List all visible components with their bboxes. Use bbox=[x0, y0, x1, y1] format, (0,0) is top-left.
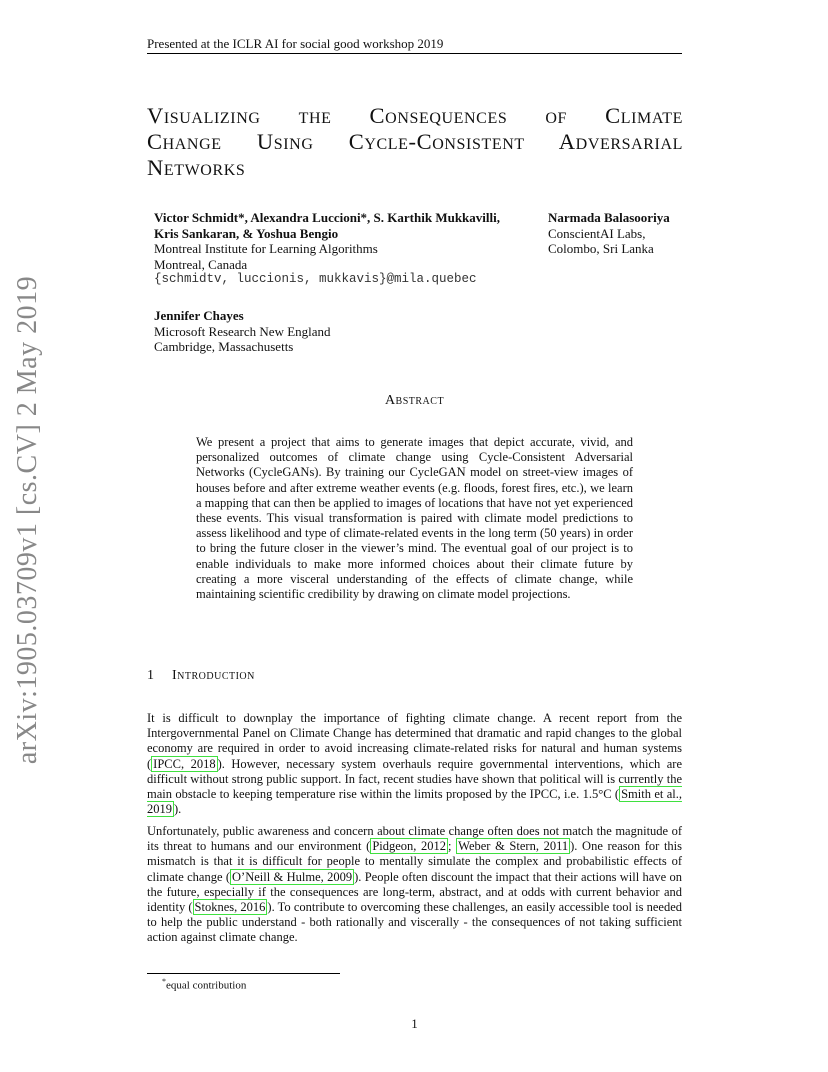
paper-title bbox=[147, 103, 683, 181]
running-header: Presented at the ICLR AI for social good workshop 2019 bbox=[147, 36, 444, 51]
section-number: 1 bbox=[147, 668, 155, 683]
footnote-text: equal contribution bbox=[166, 979, 247, 992]
header-rule bbox=[147, 53, 682, 54]
author-block-3 bbox=[154, 308, 534, 355]
city: Colombo, Sri Lanka bbox=[548, 241, 654, 256]
author-names: Kris Sankaran, & Yoshua Bengio bbox=[154, 225, 339, 241]
text-run: It is difficult to downplay the importance of fighting climate change. A recent report from the Intergovernmental Panel on Climate Change has determined that dramatic and rapid changes to the global economy are required in order to avoid increasing climate-related risks for natural and human systems ( bbox=[147, 711, 682, 771]
text-run: ). However, necessary system overhauls require governmental interventions, which are difficult without strong public support. In fact, recent studies have shown that political will is currently the main obstacle to keeping temperature rise within the limits proposed by the IPCC, i.e. 1.5°C ( bbox=[147, 756, 682, 802]
footnote-rule bbox=[147, 973, 340, 974]
title-line: Networks bbox=[147, 155, 246, 180]
text-run: ). To contribute to overcoming these challenges, an easily accessible tool is needed to help the public understand - both rationally and viscerally - the consequences of not taking sufficient action against climate change. bbox=[147, 900, 682, 945]
arxiv-stamp bbox=[8, 275, 48, 765]
author-name: Narmada Balasooriya bbox=[548, 210, 670, 225]
citation-link[interactable]: Weber & Stern, 2011 bbox=[458, 839, 569, 854]
email-list: {schmidtv, luccionis, mukkavis}@mila.quebec bbox=[154, 272, 477, 286]
text-run: ). bbox=[174, 802, 182, 817]
page-number: 1 bbox=[411, 1016, 418, 1031]
author-block-2 bbox=[548, 210, 688, 257]
footnote bbox=[162, 977, 246, 992]
city: Cambridge, Massachusetts bbox=[154, 339, 294, 354]
institution: Montreal Institute for Learning Algorithms bbox=[154, 241, 378, 256]
text-run: Unfortunately, public awareness and concern about climate change often does not match the magnitude of its threat to humans and our environment ( bbox=[147, 824, 682, 854]
organization: ConscientAI Labs, bbox=[548, 225, 646, 241]
title-line: Visualizing the Consequences of Climate bbox=[147, 103, 683, 128]
citation-link[interactable]: IPCC, 2018 bbox=[153, 756, 216, 771]
citation-link[interactable]: Stoknes, 2016 bbox=[194, 900, 266, 915]
abstract-text: We present a project that aims to generate images that depict accurate, vivid, and personalized outcomes of climate change using Cycle-Consistent Adversarial Networks (CycleGANs). By training our CycleGAN model on street-view images of houses before and after extreme weather events (e.g. floods, forest fires, etc.), we learn a mapping that can then be applied to images of locations that have not yet experienced these events. This visual transformation is paired with climate model predictions to assess likelihood and type of climate-related events in the long term (50 years) in order to bring the future closer in the viewer’s mind. The eventual goal of our project is to enable individuals to make more informed choices about their climate future by creating a more visceral understanding of the effects of climate change, while maintaining scientific credibility by drawing on climate model projections. bbox=[196, 435, 633, 602]
text-run: ). People often discount the impact that their actions will have on the future, especially if the consequences are long-term, abstract, and at odds with current behavior and identity ( bbox=[147, 869, 682, 915]
text-run: ; bbox=[448, 839, 457, 854]
citation-link[interactable]: Pidgeon, 2012 bbox=[372, 839, 447, 854]
city: Montreal, Canada bbox=[154, 256, 248, 272]
citation-link[interactable]: Smith et al., 2019 bbox=[147, 787, 682, 817]
text-run: ). One reason for this mismatch is that it is difficult for people to mentally simulate the complex and probabilistic effects of climate change ( bbox=[147, 839, 683, 884]
citation-link[interactable]: O’Neill & Hulme, 2009 bbox=[232, 869, 353, 884]
author-names: Victor Schmidt*, Alexandra Luccioni*, S. Karthik Mukkavilli, bbox=[154, 210, 500, 225]
section-title: Introduction bbox=[172, 668, 255, 683]
title-line: Change Using Cycle-Consistent Adversarial bbox=[147, 129, 683, 154]
arxiv-id: arXiv:1905.03709v1 [cs.CV] 2 May 2019 bbox=[12, 275, 43, 765]
section-heading bbox=[147, 668, 682, 684]
paragraph bbox=[147, 711, 682, 817]
organization: Microsoft Research New England bbox=[154, 323, 331, 339]
author-block bbox=[154, 210, 534, 288]
footnote-mark: * bbox=[162, 977, 166, 986]
paragraph bbox=[147, 824, 682, 946]
author-name: Jennifer Chayes bbox=[154, 308, 244, 323]
abstract-heading: Abstract bbox=[384, 393, 445, 408]
